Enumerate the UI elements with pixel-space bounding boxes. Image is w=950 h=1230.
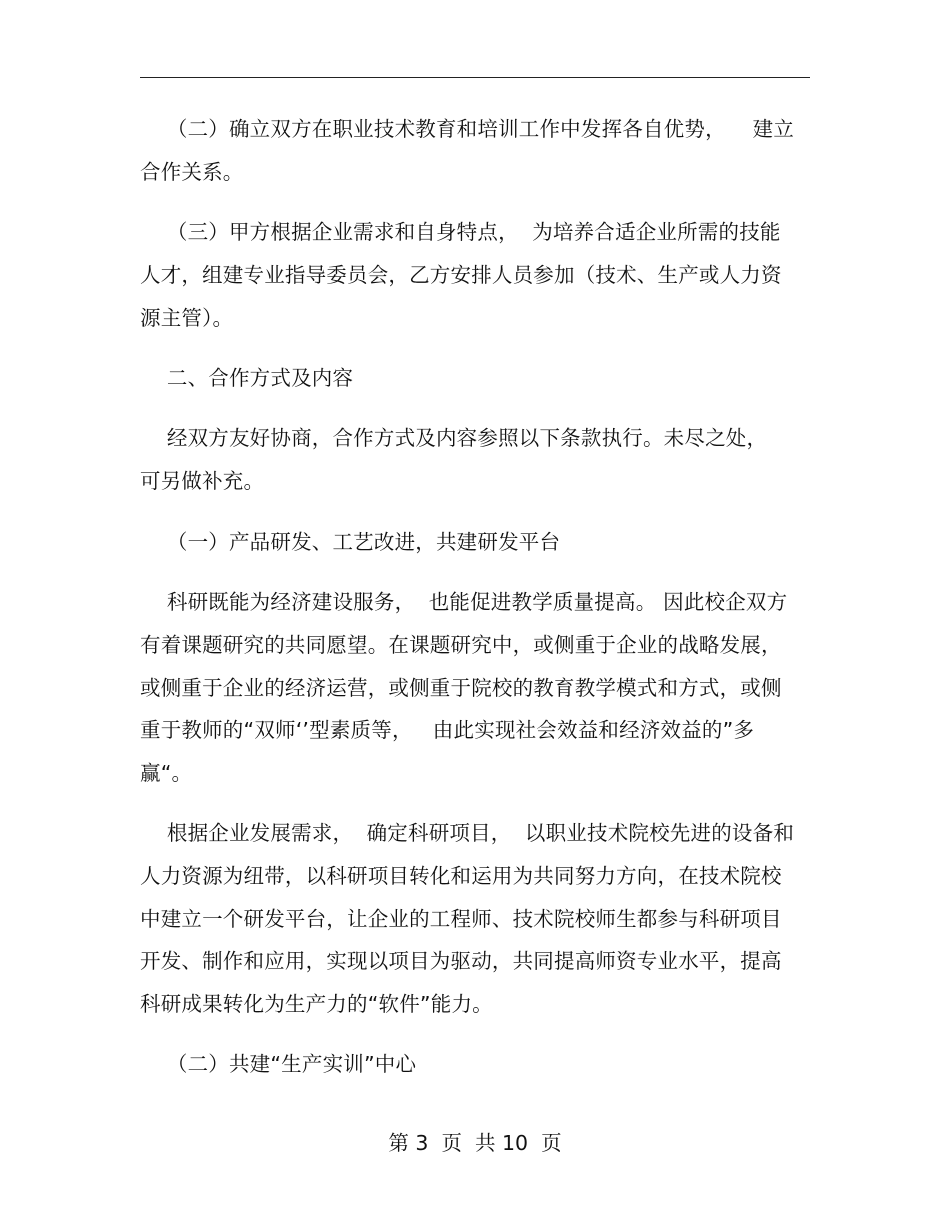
text-line: 科研成果转化为生产力的“软件”能力。 xyxy=(140,992,493,1016)
text-line: 开发、制作和应用，实现以项目为驱动，共同提高师资专业水平，提高 xyxy=(140,949,782,973)
text-line: 赢“。 xyxy=(140,761,193,785)
text-line: 人力资源为纽带，以科研项目转化和运用为共同努力方向，在技术院校 xyxy=(140,864,782,888)
text-line: 科研既能为经济建设服务， 也能促进教学质量提高。 因此校企双方 xyxy=(140,590,788,614)
text-line: 重于教师的“双师‘’型素质等， 由此实现社会效益和经济效益的”多 xyxy=(140,718,755,742)
header-rule xyxy=(140,77,810,78)
text-line: 可另做补充。 xyxy=(140,469,265,493)
text-line: 合作关系。 xyxy=(140,160,244,184)
subsection-heading: （一）产品研发、工艺改进，共建研发平台 xyxy=(140,530,561,554)
text-line: 人才，组建专业指导委员会，乙方安排人员参加（技术、生产或人力资 xyxy=(140,263,782,287)
subsection-heading: （二）共建“生产实训”中心 xyxy=(140,1052,417,1076)
text-line: 有着课题研究的共同愿望。在课题研究中，或侧重于企业的战略发展， xyxy=(140,633,782,657)
text-line: 根据企业发展需求， 确定科研项目， 以职业技术院校先进的设备和 xyxy=(140,821,795,845)
text-line: 源主管）。 xyxy=(140,306,234,330)
text-line: 经双方友好协商，合作方式及内容参照以下条款执行。未尽之处， xyxy=(140,426,768,450)
text-line: 或侧重于企业的经济运营，或侧重于院校的教育教学模式和方式，或侧 xyxy=(140,676,782,700)
text-line: （三）甲方根据企业需求和自身特点， 为培养合适企业所需的技能 xyxy=(140,220,781,244)
page-footer: 第 3 页 共 10 页 xyxy=(388,1131,562,1155)
text-line: 中建立一个研发平台，让企业的工程师、技术院校师生都参与科研项目 xyxy=(140,907,782,931)
text-line: （二）确立双方在职业技术教育和培训工作中发挥各自优势， 建立 xyxy=(140,117,795,141)
section-heading: 二、合作方式及内容 xyxy=(140,366,354,390)
